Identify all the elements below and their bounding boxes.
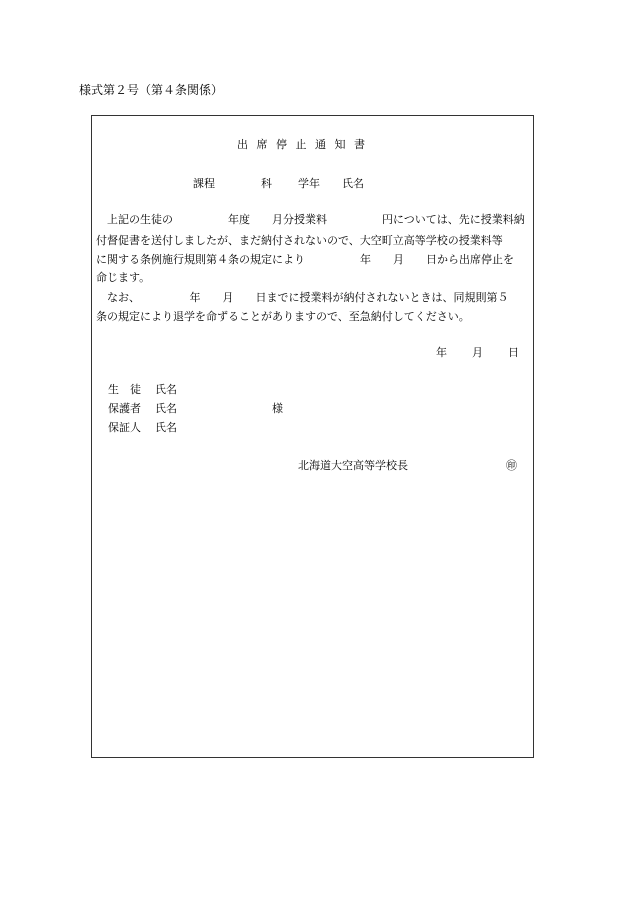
form-number: 様式第２号（第４条関係） — [79, 83, 224, 97]
body-line-2: 付督促書を送付しましたが、まだ納付されないので、大空町立高等学校の授業料等 — [96, 234, 503, 247]
grade-label: 学年 — [298, 177, 320, 190]
body-line-4: 命じます。 — [96, 271, 151, 284]
body-line-1: 上記の生徒の 年度 月分授業料 円については、先に授業料納 — [96, 213, 525, 226]
date-day: 日 — [508, 346, 519, 359]
date-month: 月 — [472, 346, 483, 359]
guardian-name-field: 氏名 — [155, 402, 177, 415]
body-line-3: に関する条例施行規則第４条の規定により 年 月 日から出席停止を — [96, 253, 514, 266]
student-name-field: 氏名 — [155, 383, 177, 396]
guarantor-name-field: 氏名 — [155, 421, 177, 434]
student-name-label: 氏名 — [342, 177, 364, 190]
date-year: 年 — [436, 346, 447, 359]
guardian-label: 保護者 — [108, 402, 141, 415]
course-label: 課程 — [193, 177, 215, 190]
principal-title: 北海道大空高等学校長 — [298, 459, 408, 472]
guardian-honorific: 様 — [272, 402, 283, 415]
body-line-6: 条の規定により退学を命ずることがありますので、至急納付してください。 — [96, 310, 470, 323]
body-line-5: なお、 年 月 日までに授業料が納付されないときは、同規則第５ — [96, 291, 509, 304]
student-label: 生 徒 — [108, 383, 141, 396]
seal-mark: ㊞ — [506, 459, 517, 472]
department-label: 科 — [261, 177, 272, 190]
notice-title: 出席停止通知書 — [237, 138, 374, 151]
guarantor-label: 保証人 — [108, 421, 141, 434]
notice-frame — [91, 115, 534, 758]
